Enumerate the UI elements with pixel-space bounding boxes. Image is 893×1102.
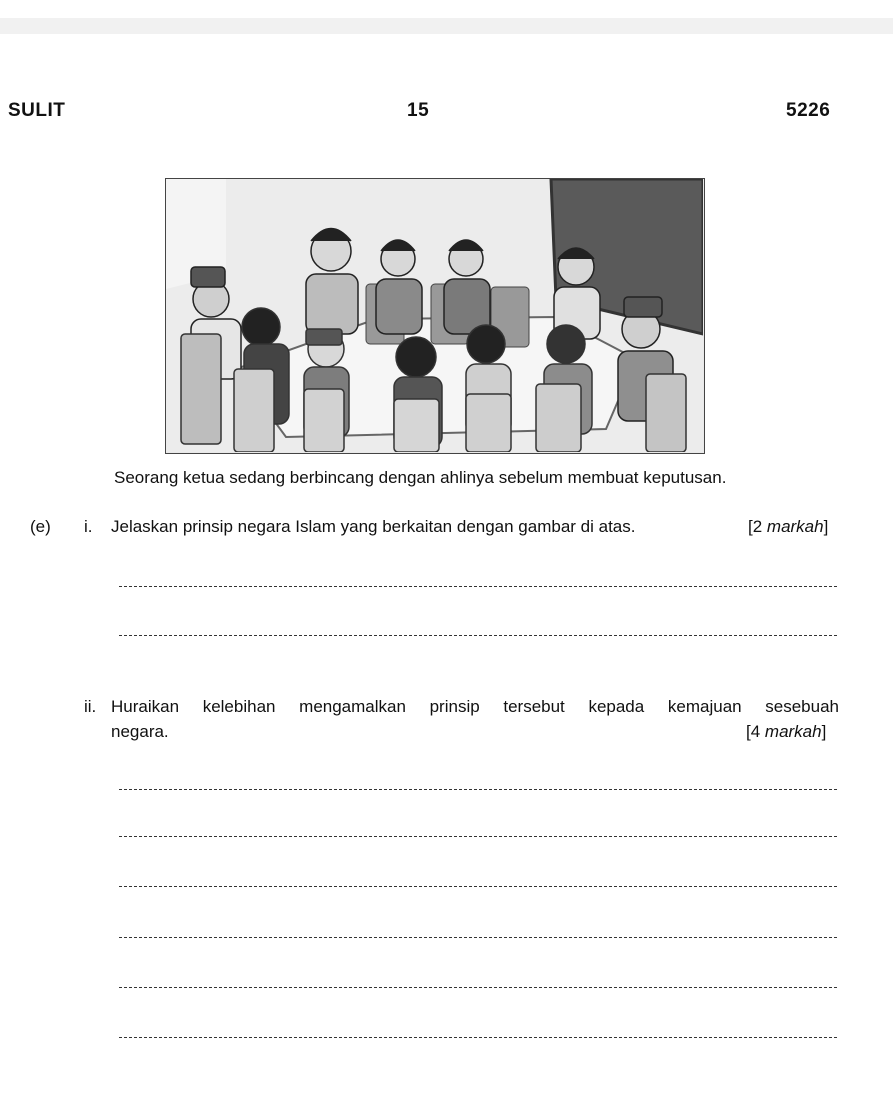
paper-code: 5226 [786,100,831,121]
part2-question-text-line2: negara. [111,722,169,741]
answer-line[interactable] [119,987,837,988]
part2-marks: [4 markah] [746,722,827,741]
page-number: 15 [407,100,430,121]
answer-line[interactable] [119,937,837,938]
answer-line[interactable] [119,836,837,837]
part1-number: i. [84,517,93,536]
part1-marks: [2 markah] [748,517,829,536]
part1-question-text: Jelaskan prinsip negara Islam yang berkaitan dengan gambar di atas. [111,517,636,536]
answer-line[interactable] [119,886,837,887]
answer-line[interactable] [119,789,837,790]
answer-line[interactable] [119,586,837,587]
question-label: (e) [30,517,51,536]
header-sulit: SULIT [8,100,66,121]
part2-number: ii. [84,697,97,716]
figure-caption: Seorang ketua sedang berbincang dengan ahlinya sebelum membuat keputusan. [114,468,727,487]
meeting-illustration [165,178,705,454]
top-strip [0,0,893,34]
part2-question-text-line1: Huraikan kelebihan mengamalkan prinsip tersebut kepada kemajuan sesebuah [111,697,839,716]
answer-line[interactable] [119,1037,837,1038]
answer-line[interactable] [119,635,837,636]
